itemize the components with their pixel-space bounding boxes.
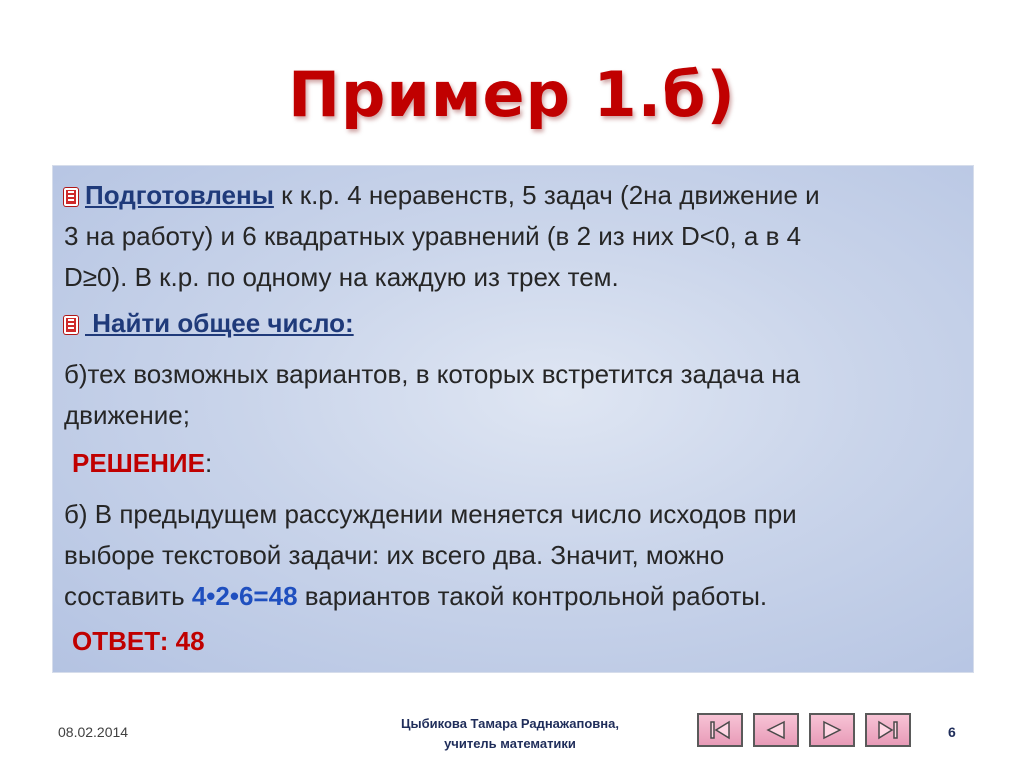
- solution-line-3: [64, 576, 962, 617]
- prev-icon: [755, 715, 797, 745]
- paragraph-solution: [64, 494, 962, 617]
- find-heading: Найти общее число:: [85, 308, 354, 338]
- previous-slide-button[interactable]: [753, 713, 799, 747]
- solution-heading: [72, 443, 970, 484]
- solution-label: РЕШЕНИЕ: [72, 448, 205, 478]
- solution-colon: :: [204, 448, 213, 478]
- paragraph-conditions: [64, 175, 962, 298]
- solution-line-1: б) В предыдущем рассуждении меняется число исходов при: [64, 499, 797, 529]
- conditions-line-1: к к.р. 4 неравенств, 5 задач (2на движение и: [273, 180, 820, 210]
- last-icon: [867, 715, 909, 745]
- question-line-2: движение;: [64, 400, 190, 430]
- first-icon: [699, 715, 741, 745]
- solution-formula: 4•2•6=48: [191, 581, 298, 611]
- content-box: [52, 165, 974, 673]
- next-slide-button[interactable]: [809, 713, 855, 747]
- solution-line-3-start: составить: [64, 581, 192, 611]
- solution-line-3-end: вариантов такой контрольной работы.: [297, 581, 768, 611]
- answer-line: [72, 621, 970, 662]
- next-icon: [811, 715, 853, 745]
- first-slide-button[interactable]: [697, 713, 743, 747]
- paragraph-task: [64, 303, 962, 344]
- bullet-icon: [64, 316, 78, 334]
- footer-author: [310, 714, 710, 754]
- paragraph-question: [64, 354, 962, 436]
- footer-date: 08.02.2014: [58, 724, 129, 740]
- slide-title: Пример 1.б): [288, 58, 736, 131]
- answer-text: ОТВЕТ: 48: [72, 626, 205, 656]
- prepared-heading: Подготовлены: [85, 180, 274, 210]
- conditions-line-2: 3 на работу) и 6 квадратных уравнений (в 2 из них D<0, а в 4: [64, 221, 802, 251]
- solution-line-2: выборе текстовой задачи: их всего два. Значит, можно: [64, 540, 725, 570]
- author-name: Цыбикова Тамара Раднажаповна,: [400, 716, 619, 731]
- last-slide-button[interactable]: [865, 713, 911, 747]
- conditions-line-3: D≥0). В к.р. по одному на каждую из трех тем.: [64, 262, 619, 292]
- bullet-icon: [64, 188, 78, 206]
- page-number: 6: [948, 724, 956, 740]
- author-role: учитель математики: [444, 736, 576, 751]
- question-line-1: б)тех возможных вариантов, в которых встретится задача на: [64, 359, 801, 389]
